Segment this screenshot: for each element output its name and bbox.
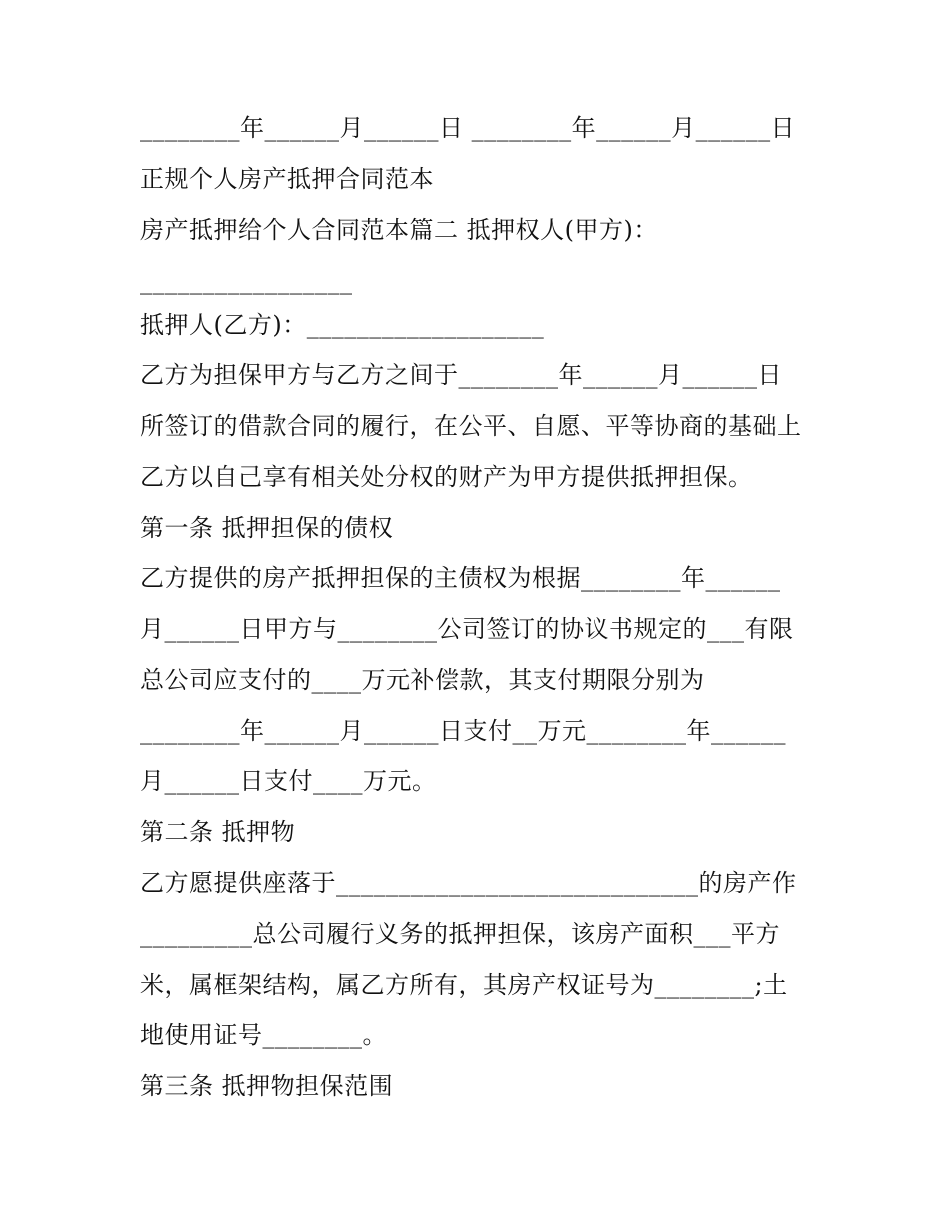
paragraph-line: 乙方愿提供座落于_____________________________的房产作 [140,869,797,897]
paragraph-line: 乙方提供的房产抵押担保的主债权为根据________年______ [140,564,781,592]
contract-title: 正规个人房产抵押合同范本 [140,165,434,193]
paragraph-line: 乙方以自己享有相关处分权的财产为甲方提供抵押担保。 [140,463,753,491]
article-2-heading: 第二条 抵押物 [140,818,296,846]
paragraph-line: 月______日甲方与________公司签订的协议书规定的___有限 [140,615,794,643]
mortgagor-line: 抵押人(乙方)：___________________ [140,311,545,339]
paragraph-line: _________总公司履行义务的抵押担保，该房产面积___平方 [140,920,780,948]
paragraph-line: 乙方为担保甲方与乙方之间于________年______月______日 [140,361,782,389]
mortgagee-blank: _________________ [140,267,353,295]
paragraph-line: 总公司应支付的____万元补偿款，其支付期限分别为 [140,666,705,694]
paragraph-line: 月______日支付____万元。 [140,767,437,795]
article-1-heading: 第一条 抵押担保的债权 [140,514,394,542]
mortgagee-label: 房产抵押给个人合同范本篇二 抵押权人(甲方)： [140,216,658,244]
article-3-heading: 第三条 抵押物担保范围 [140,1072,394,1100]
paragraph-line: 地使用证号________。 [140,1021,387,1049]
paragraph-line: 所签订的借款合同的履行，在公平、自愿、平等协商的基础上 [140,412,802,440]
paragraph-line: ________年______月______日支付__万元________年______ [140,717,786,745]
paragraph-line: 米，属框架结构，属乙方所有，其房产权证号为________;土 [140,971,788,999]
date-signature-line: ________年______月______日 ________年______月______日 [140,114,796,142]
